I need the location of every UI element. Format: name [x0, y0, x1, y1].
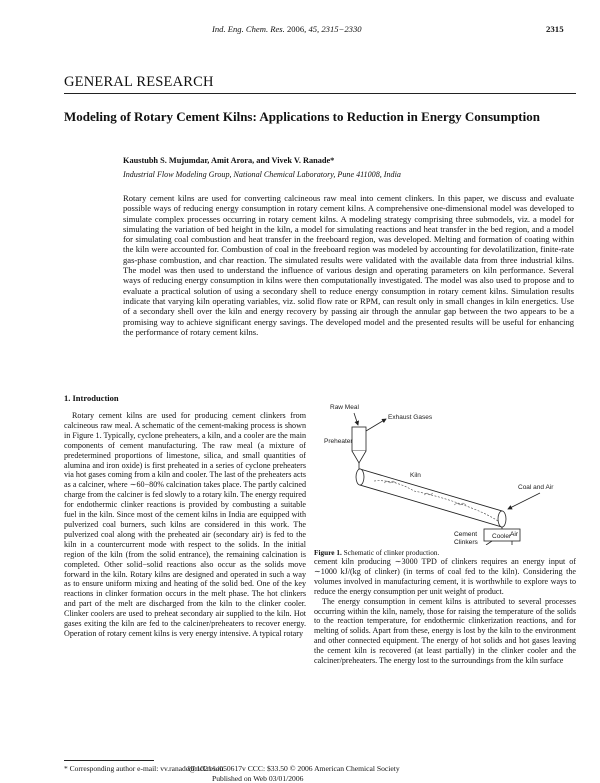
- exhaust-label: Exhaust Gases: [388, 414, 433, 421]
- abstract: Rotary cement kilns are used for converting calcineous raw meal into cement clinkers. In this paper, we discuss and evaluate possible ways of reducing energy consumption in rotary cement kilns. A comprehensive one-dimensional model was developed to simulate complex processes occurring in rotary cement kilns. A modeling strategy comprising three submodels, viz. a model for simulating the variation of bed height in the kiln, a model for simulating reactions and heat transfer in the bed region, and a model for simulating coal combustion and heat transfer in the freeboard region, was developed. Melting and formation of coating within the kiln were accounted for. Combustion of coal in the freeboard region was modeled by accounting for devolatilization, finite-rate gas-phase combustion, and char reaction. The simulated results were validated with the available data from three industrial kilns. The model was then used to understand the influence of various design and operating parameters on kiln performance. Several ways of reducing energy consumption in kilns were then computationally investigated. The model was also used to propose and to evaluate a practical solution of using a secondary shell to reduce energy consumption in rotary cement kilns. Simulation results indicate that varying kiln operating variables, viz. solid flow rate or RPM, can result only in small changes in kiln energetics. Use of a secondary shell over the kiln and energy recovery by passing air through the annular gap between the two appears to be a promising way to achieve significant energy savings. The developed model and the presented results will be useful for enhancing the performance of rotary cement kilns.: [123, 193, 574, 337]
- page-number: 2315: [546, 24, 564, 34]
- journal-name: Ind. Eng. Chem. Res.: [212, 24, 285, 34]
- doi-line: 10.1021/ie050617v CCC: $33.50 © 2006 American Chemical Society: [187, 764, 400, 773]
- preheater-cone: [352, 451, 366, 463]
- clinker-production-diagram: [314, 393, 576, 545]
- journal-pages: 2315−2330: [321, 24, 362, 34]
- article-title: Modeling of Rotary Cement Kilns: Applications to Reduction in Energy Consumption: [64, 109, 540, 124]
- publication-date: Published on Web 03/01/2006: [212, 774, 304, 783]
- figure-caption-text: Schematic of clinker production.: [343, 548, 440, 557]
- introduction-paragraph-1: Rotary cement kilns are used for producing cement clinkers from calcineous raw meal. A schematic of the cement-making process is shown in Figure 1. Typically, cyclone preheaters, a kiln, and a cooler are the main components of cement manufacturing. The raw meal (a mixture of predetermined proportions of limestone, silica, and small quantities of alumina and iron oxide) is first preheated in a series of cyclone preheaters via hot gases coming from a kiln and cooler. The last of the preheaters acts as a calciner, where ∼60−80% calcination takes place. The partly calcined charge from the calciner is fed slowly to a rotary kiln. The energy required for endothermic clinker reactions is provided by combusting a suitable fuel in the kiln. Since most of the cement kilns in India are equipped with pulverized coal burners, such kilns are considered in this work. The pulverized coal along with the preheated air (secondary air) is fed to the kiln in a countercurrent mode with respect to the solids. In the initial region of the kiln (from the solid entrance), the remaining calcination is completed. Other solid−solid reactions also occur as the solids move forward in the kiln. Rotary kilns are designed and operated in such a way as to ensure uniform mixing and heating of the solid bed. One of the key reactions in clinker formation occurs in the melt phase. The hot clinkers and part of the melt are discharged from the kiln to the clinker cooler. Clinker coolers are used to preheat secondary air supplied to the kiln. Hot gases exiting the kiln are fed to the calciner/preheaters to recover energy. Operation of rotary cement kilns is very energy intensive. A typical rotary: [64, 411, 306, 638]
- figure-caption-label: Figure 1.: [314, 548, 342, 557]
- footnote-divider: [64, 760, 154, 761]
- clinker-output-arrow: [486, 541, 492, 545]
- corresponding-author-note: * Corresponding author e-mail: vv.ranade@ncl.res.in.: [64, 764, 226, 773]
- preheater-label: Preheater: [324, 438, 353, 445]
- introduction-paragraph-3: The energy consumption in cement kilns is attributed to several processes occurring within the kiln, namely, those for raising the temperature of the solids to the reaction temperature, for endothermic clinkerization reactions, and for melting of solids. Apart from these, energy is lost by the kiln to the environment and other connected equipment. The energy of hot solids and hot gases leaving the cement kiln is recovered (at least partially) in the clinker cooler and the calciner/preheaters. The energy lost to the surroundings from the kiln surface: [314, 596, 576, 666]
- journal-year: 2006,: [286, 24, 307, 34]
- rotary-kiln: [356, 469, 506, 527]
- coal-air-label: Coal and Air: [518, 484, 554, 491]
- author-affiliation: Industrial Flow Modeling Group, National Chemical Laboratory, Pune 411008, India: [123, 170, 401, 179]
- raw-meal-label: Raw Meal: [330, 404, 359, 411]
- raw-meal-arrow: [354, 413, 358, 425]
- cooler-label: Cooler: [492, 533, 512, 540]
- right-column: [314, 557, 576, 666]
- cement-clinkers-label: Cement Clinkers: [454, 531, 478, 546]
- air-label: Air: [510, 531, 519, 538]
- introduction-paragraph-2: cement kiln producing ∼3000 TPD of clinkers requires an energy input of ∼1000 kJ/(kg of clinker) (in terms of coal fed to the kiln). Considering the volumes involved in manufacturing cement, it is worthwhile to explore ways to reduce the energy consumption per unit weight of product.: [314, 557, 576, 596]
- coal-air-arrow: [508, 493, 540, 509]
- section-label: GENERAL RESEARCH: [64, 74, 214, 90]
- figure-1-caption: [314, 548, 439, 557]
- figure-1-schematic: [314, 393, 576, 545]
- journal-citation: [212, 24, 362, 34]
- exhaust-arrow: [366, 419, 386, 431]
- introduction-column: [64, 393, 306, 639]
- introduction-heading: 1. Introduction: [64, 393, 119, 403]
- preheater-cyclone: [352, 427, 366, 451]
- section-divider: [64, 93, 576, 94]
- kiln-label: Kiln: [410, 472, 421, 479]
- journal-volume: 45,: [308, 24, 320, 34]
- author-list: Kaustubh S. Mujumdar, Amit Arora, and Vivek V. Ranade*: [123, 156, 335, 165]
